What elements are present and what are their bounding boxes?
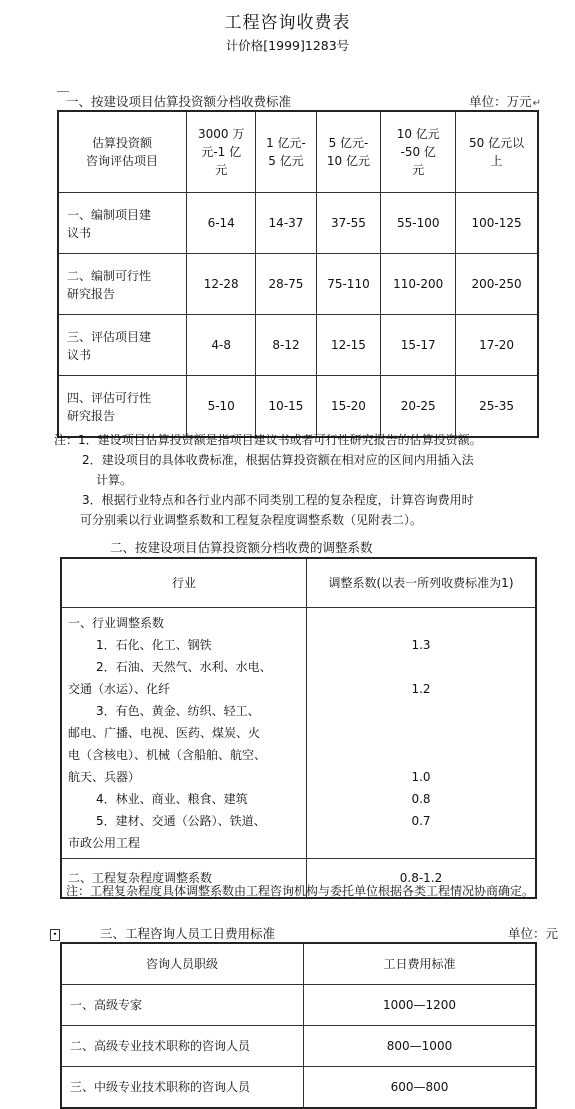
list-item: 1．石化、化工、钢铁 <box>96 638 212 652</box>
row-label: 一、编制项目建 议书 <box>58 193 187 254</box>
coefficient-value: 0.8 <box>411 792 431 806</box>
paragraph-mark-icon: ↵ <box>532 98 541 109</box>
table-cell: 三、中级专业技术职称的咨询人员 <box>61 1067 304 1109</box>
table-cell: 17-20 <box>456 315 538 376</box>
section-marker-icon: • <box>50 929 60 941</box>
row-label: 四、评估可行性 研究报告 <box>58 376 187 438</box>
note-2: 2．建设项目的具体收费标准，根据估算投资额在相对应的区间内用插入法 <box>82 453 474 467</box>
note-2-continued: 计算。 <box>96 473 133 487</box>
table-cell: 75-110 <box>316 254 381 315</box>
document-number: 计价格[1999]1283号 <box>225 38 350 53</box>
page-title: 工程咨询收费表 <box>224 13 351 33</box>
table-row <box>58 254 538 315</box>
note-1: 注：1．建设项目估算投资额是指项目建议书或者可行性研究报告的估算投资额。 <box>54 433 482 447</box>
table-header-cell: 行业 <box>61 558 307 608</box>
list-item: 5．建材、交通（公路）、铁道、 <box>96 814 266 828</box>
coefficient-column <box>307 608 537 859</box>
table-cell: 8-12 <box>256 315 316 376</box>
table-cell: 55-100 <box>381 193 456 254</box>
row-label: 三、评估项目建 议书 <box>58 315 187 376</box>
list-item: 航天、兵器） <box>68 770 141 784</box>
table-cell: 12-28 <box>187 254 256 315</box>
table-cell: 110-200 <box>381 254 456 315</box>
table-cell: 200-250 <box>456 254 538 315</box>
row-label: 二、编制可行性 研究报告 <box>58 254 187 315</box>
table-cell: 20-25 <box>381 376 456 438</box>
table-cell: 10-15 <box>256 376 316 438</box>
list-item: 一、行业调整系数 <box>68 616 165 630</box>
table-row <box>58 193 538 254</box>
note-3-continued: 可分别乘以行业调整系数和工程复杂程度调整系数（见附表二）。 <box>80 513 423 527</box>
coefficient-value: 1.3 <box>411 638 431 652</box>
industry-list <box>61 608 307 859</box>
table-cell: 25-35 <box>456 376 538 438</box>
table-cell: 5-10 <box>187 376 256 438</box>
section3-unit: 单位：元 <box>507 926 558 941</box>
fee-standard-table <box>57 110 539 438</box>
list-item: 交通（水运）、化纤 <box>68 682 171 696</box>
list-item: 3．有色、黄金、纺织、轻工、 <box>96 704 260 718</box>
table-row <box>61 1067 536 1109</box>
table-cell: 100-125 <box>456 193 538 254</box>
table-header-cell: 1 亿元- 5 亿元 <box>256 111 316 193</box>
section2-note: 注：工程复杂程度具体调整系数由工程咨询机构与委托单位根据各类工程情况协商确定。 <box>66 884 535 898</box>
table-cell: 15-17 <box>381 315 456 376</box>
table-cell: 600—800 <box>304 1067 537 1109</box>
list-item: 邮电、广播、电视、医药、煤炭、火 <box>68 726 261 740</box>
note-3: 3．根据行业特点和各行业内部不同类别工程的复杂程度，计算咨询费用时 <box>82 493 474 507</box>
table-header-cell: 咨询人员职级 <box>61 943 304 985</box>
table-row <box>61 1026 536 1067</box>
table-cell: 37-55 <box>316 193 381 254</box>
list-item: 2．石油、天然气、水利、水电、 <box>96 660 272 674</box>
coefficient-value: 1.2 <box>411 682 431 696</box>
section2-heading: 二、按建设项目估算投资额分档收费的调整系数 <box>110 540 373 555</box>
table-cell: 1000—1200 <box>304 985 537 1026</box>
table-header-cell: 工日费用标准 <box>304 943 537 985</box>
table-cell: 12-15 <box>316 315 381 376</box>
section3-heading: 三、工程咨询人员工日费用标准 <box>100 926 276 941</box>
table-header-cell: 50 亿元以 上 <box>456 111 538 193</box>
list-item: 电（含核电）、机械（含船舶、航空、 <box>68 748 267 762</box>
section1-unit: 单位：万元↵ <box>469 94 541 109</box>
adjustment-coefficient-table <box>60 557 537 899</box>
table-row <box>58 376 538 438</box>
daily-fee-table <box>60 942 537 1109</box>
table-cell: 800—1000 <box>304 1026 537 1067</box>
coefficient-value: 1.0 <box>411 770 431 784</box>
table-cell: 一、高级专家 <box>61 985 304 1026</box>
table-row <box>61 985 536 1026</box>
complexity-value: 0.8-1.2 <box>307 859 537 899</box>
section1-heading: 一、按建设项目估算投资额分档收费标准 <box>66 94 292 109</box>
list-item: 4．林业、商业、粮食、建筑 <box>96 792 248 806</box>
table-cell: 4-8 <box>187 315 256 376</box>
table1-notes <box>54 430 566 530</box>
table-cell: 28-75 <box>256 254 316 315</box>
table-cell: 14-37 <box>256 193 316 254</box>
table-header-cell: 10 亿元 -50 亿 元 <box>381 111 456 193</box>
complexity-label: 二、工程复杂程度调整系数 <box>61 859 307 899</box>
table-cell: 6-14 <box>187 193 256 254</box>
table-header-cell: 5 亿元- 10 亿元 <box>316 111 381 193</box>
list-item: 市政公用工程 <box>68 836 141 850</box>
table-row <box>58 315 538 376</box>
table-header-cell: 调整系数(以表一所列收费标准为1) <box>307 558 537 608</box>
table-cell: 15-20 <box>316 376 381 438</box>
table-cell: 二、高级专业技术职称的咨询人员 <box>61 1026 304 1067</box>
coefficient-value: 0.7 <box>411 814 431 828</box>
table-header-cell: 估算投资额 咨询评估项目 <box>58 111 187 193</box>
table-header-cell: 3000 万 元-1 亿 元 <box>187 111 256 193</box>
